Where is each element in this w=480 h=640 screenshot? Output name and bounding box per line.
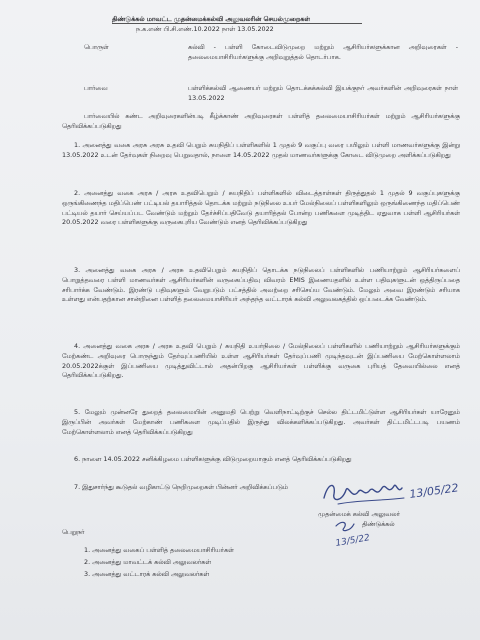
signature-date: 13/05/22 bbox=[408, 481, 460, 501]
paragraph-4: 4. அனைத்து வகை அரசு / அரசு உதவி பெறும் / சுயநிதி உயர்நிலை / மேல்நிலைப் பள்ளிகளில் பணியாற்றும் ஆசிரியர்களுக்கும் மேற்கண்ட அறிவுரை பொருந்தும் தேர்வுப்பணியில் உள்ள ஆசிரியர்கள் தேர்வுப்பணி முடிந்தவுடன் இப்பணியை மேற்கொள்ளலாம் 20.05.2022க்குள் இப்பணியை முடித்துவிட்டால் அதன்பிறகு ஆசிரியர்கள் பள்ளிக்கு வருகை புரியத் தேவையில்லை எனத் தெரிவிக்கப்படுகிறது. bbox=[62, 342, 460, 380]
subject-text: கல்வி - பள்ளி கோடைவிடுமுறை மற்றும் ஆசிரியர்களுக்கான அறிவுரைகள் - தலைமையாசிரியர்களுக்கு அறிவுறுத்தல் தொடர்பாக. bbox=[188, 43, 458, 61]
signatory-place: திண்டுக்கல் bbox=[362, 520, 395, 528]
paragraph-3: 3. அனைத்து வகை அரசு / அரசு உதவிபெறும் சுயநிதிப் தொடக்க நடுநிலைப் பள்ளிகளில் பணியாற்றும் ஆசிரியர்களைப் பொறுத்தவரை பள்ளி மாணவர்கள் ஆசிரியர்களின் வருகைப்பதிவு விவரம் EMIS இணையதளில் உள்ள பதிவுகளுடன் ஒத்திருப்பதை சரிபார்க்க வேண்டும். இரண்டு பதிவுகளும் வேறுபடும் பட்சத்தில் அவற்றை சரிசெய்ய வேண்டும். மேலும் அவை இரண்டும் சரியாக உள்ளது என்பதற்கான சான்றினை பள்ளித் தலைமையாசிரியர் அந்தந்த வட்டாரக் கல்வி அலுவலகத்தில் ஒப்படைக்க வேண்டும். bbox=[62, 266, 460, 304]
recipient-item: 3. அனைத்து வட்டாரக் கல்வி அலுவலர்கள் bbox=[84, 570, 210, 578]
office-heading: திண்டுக்கல் மாவட்ட முதன்மைக்கல்வி அலுவலரின் செயல்முறைகள் bbox=[112, 15, 311, 23]
paragraph-7: 7. இதுசார்ந்து கூடுதல் வழிகாட்டு நெறிமுறைகள் பின்னர் அறிவிக்கப்படும் bbox=[74, 483, 288, 491]
signatory-title: முதன்மைக் கல்வி அலுவலர் bbox=[318, 510, 400, 518]
recipient-item: 2. அனைத்து மாவட்டக் கல்வி அலுவலர்கள் bbox=[84, 558, 212, 566]
recipient-item: 1. அனைத்து வகைப் பள்ளித் தலைமையாசிரியர்கள் bbox=[84, 546, 234, 554]
reference-number: ந.க.எண் பி.சி.எண்.10.2022 நாள் 13.05.2022 bbox=[136, 25, 274, 33]
initials-date: 13/5/22 bbox=[334, 533, 371, 549]
paragraph-2: 2. அனைத்து வகை அரசு / அரசு உதவிபெறும் / சுயநிதிப் பள்ளிகளில் விடைத்தாள்கள் திருத்துதல் 1 முதல் 9 வகுப்புகளுக்கு ஒருங்கிணைந்த மதிப்பெண் பட்டியல் தயாரித்தல் தொடக்க மற்றும் நடுநிலை உயர் மேல்நிலைப் பள்ளிகளிலும் ஒருங்கிணைந்த மதிப்பெண் பட்டியல் தயார் செய்யப்பட வேண்டும் மற்றும் தேர்ச்சிப்பதிவேடு தயாரித்தல் போன்ற பணிகளை முடித்திட ஏதுவாக பள்ளி ஆசிரியர்கள் 20.05.2022 வரை பள்ளிகளுக்கு வருகைபுரிய வேண்டும் எனத் தெரிவிக்கப்படுகிறது bbox=[62, 189, 460, 227]
handwritten-signature bbox=[318, 474, 468, 510]
recipients-label: பெறுநர் bbox=[62, 528, 85, 536]
paragraph-5: 5. மேலும் முன்னரே துறைத் தலைமையின் அனுமதி பெற்று வெளிநாட்டிற்குச் செல்ல திட்டமிட்டுள்ள ஆசிரியர்கள் யாரேனும் இருப்பின் அவர்கள் மேற்காண் பணிகளை முடிப்பதில் இருந்து விலக்களிக்கப்படுகிறது. அவர்கள் திட்டமிட்டபடி பயணம் மேற்கொள்ளலாம் எனத் தெரிவிக்கப்படுகிறது bbox=[62, 408, 460, 436]
subject-label: பொருள் bbox=[84, 43, 109, 51]
heading-underline bbox=[112, 23, 362, 24]
paragraph-6: 6. நாளை 14.05.2022 சனிக்கிழமை பள்ளிகளுக்கு விடுமுறையாகும் எனத் தெரிவிக்கப்படுகிறது bbox=[74, 455, 352, 463]
reference-label: பார்வை bbox=[84, 84, 108, 92]
reference-text: பள்ளிக்கல்வி ஆணையர் மற்றும் தொடக்கக்கல்வி இயக்குநர் அவர்களின் அறிவுரைகள் நாள் 13.05.2022 bbox=[188, 84, 458, 102]
intro-paragraph: பார்வையில் கண்ட அறிவுரைகளின்படி கீழ்க்காண் அறிவுரைகள் பள்ளித் தலைமையாசிரியர்கள் மற்றும் ஆசிரியர்களுக்கு தெரிவிக்கப்படுகிறது bbox=[62, 112, 460, 130]
handwritten-initials bbox=[332, 518, 376, 554]
paragraph-1: 1. அனைத்து வகை அரசு அரசு உதவி பெறும் சுயநிதிப் பள்ளிகளில் 1 முதல் 9 வகுப்பு வரை பயிலும் பள்ளி மாணவர்களுக்கு இன்று 13.05.2022 உடன் தேர்வுகள் நிறைவு பெறுவதால், நாளை 14.05.2022 முதல் மாணவர்களுக்கு கோடை விடுமுறை அளிக்கப்படுகிறது bbox=[62, 141, 460, 159]
